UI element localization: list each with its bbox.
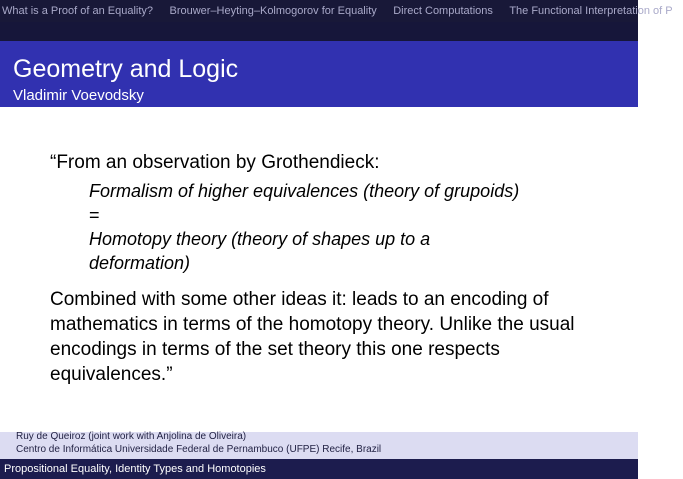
navigation-band (0, 22, 638, 41)
nav-section-proof-of-equality[interactable]: What is a Proof of an Equality? (2, 5, 154, 17)
footer-talk-title: Propositional Equality, Identity Types and Homotopies (4, 463, 266, 475)
slide-title: Geometry and Logic (13, 55, 239, 83)
nav-section-direct-computations[interactable]: Direct Computations (393, 5, 493, 17)
slide-content (0, 107, 638, 432)
formalism-statement: Formalism of higher equivalences (theory of grupoids) (89, 181, 520, 201)
footer-institute: Centro de Informática Universidade Federal de Pernambuco (UFPE) Recife, Brazil (16, 444, 382, 455)
slide-title-bar (0, 41, 638, 107)
equals-sign: = (89, 205, 100, 225)
footer-title-bar (0, 459, 638, 479)
footer-author-bar (0, 432, 638, 459)
quote-intro: “From an observation by Grothendieck: (50, 152, 380, 173)
nav-section-functional-interpretation[interactable]: The Functional Interpretation of P (509, 5, 673, 17)
homotopy-statement: Homotopy theory (theory of shapes up to a deformation) (89, 229, 431, 273)
slide-subtitle: Vladimir Voevodsky (13, 87, 144, 104)
section-navigation-bar (0, 0, 673, 22)
footer-author: Ruy de Queiroz (joint work with Anjolina de Oliveira) (16, 431, 247, 442)
nav-section-bhk-equality[interactable]: Brouwer–Heyting–Kolmogorov for Equality (169, 5, 377, 17)
combined-paragraph: Combined with some other ideas it: leads to an encoding of mathematics in terms of the homotopy theory. Unlike the usual encodings in terms of the set theory this one respects equivalences.” (50, 289, 575, 385)
